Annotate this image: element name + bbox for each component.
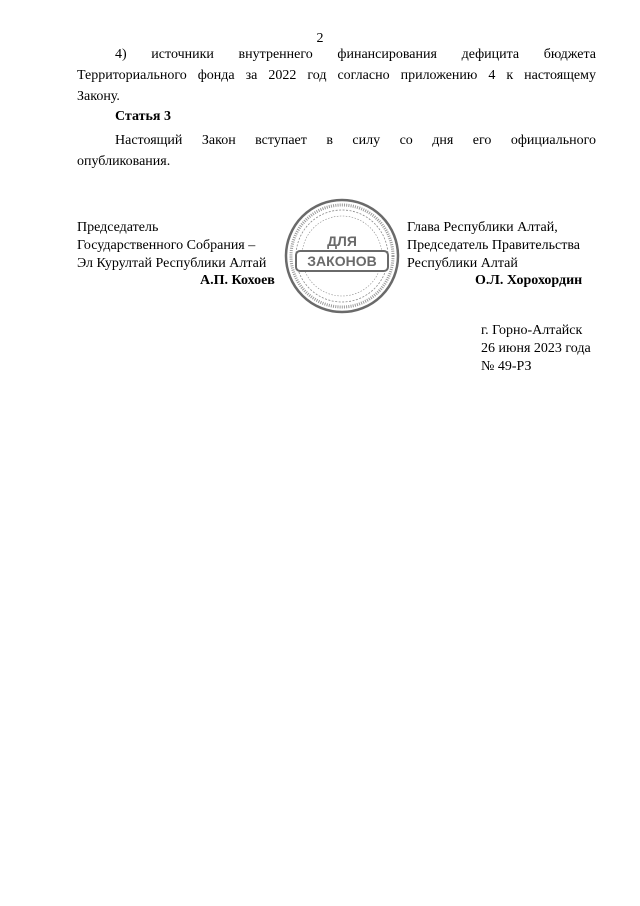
signatory-name-left: А.П. Кохоев (200, 273, 275, 288)
paragraph-financing-sources (77, 44, 596, 107)
signatory-title-line: Глава Республики Алтай, (407, 220, 558, 235)
law-number: № 49-РЗ (481, 359, 532, 374)
signatory-title-line: Председатель Правительства (407, 238, 580, 253)
place-date-number (481, 322, 591, 376)
official-stamp-icon (282, 196, 402, 316)
paragraph-line: опубликования. (77, 154, 171, 169)
signatory-title-line: Эл Курултай Республики Алтай (77, 256, 267, 271)
stamp-text-bottom: ЗАКОНОВ (307, 253, 377, 269)
page-number: 2 (316, 31, 324, 46)
signature-block-left (77, 219, 266, 273)
signatory-name-right: О.Л. Хорохордин (475, 273, 583, 288)
paragraph-line: Закону. (77, 89, 120, 104)
signature-block-right (407, 219, 580, 273)
stamp-text-top: ДЛЯ (327, 233, 357, 249)
article-heading: Статья 3 (115, 109, 171, 124)
signatory-title-line: Председатель (77, 220, 159, 235)
paragraph-line: Территориального фонда за 2022 год согласно приложению 4 к настоящему (77, 68, 596, 83)
paragraph-line: Настоящий Закон вступает в силу со дня его официального (115, 133, 596, 148)
city: г. Горно-Алтайск (481, 323, 583, 338)
signatory-title-line: Республики Алтай (407, 256, 518, 271)
paragraph-line: 4) источники внутреннего финансирования дефицита бюджета (115, 47, 596, 62)
date: 26 июня 2023 года (481, 341, 591, 356)
paragraph-entry-into-force (77, 130, 596, 172)
signatory-title-line: Государственного Собрания – (77, 238, 256, 253)
